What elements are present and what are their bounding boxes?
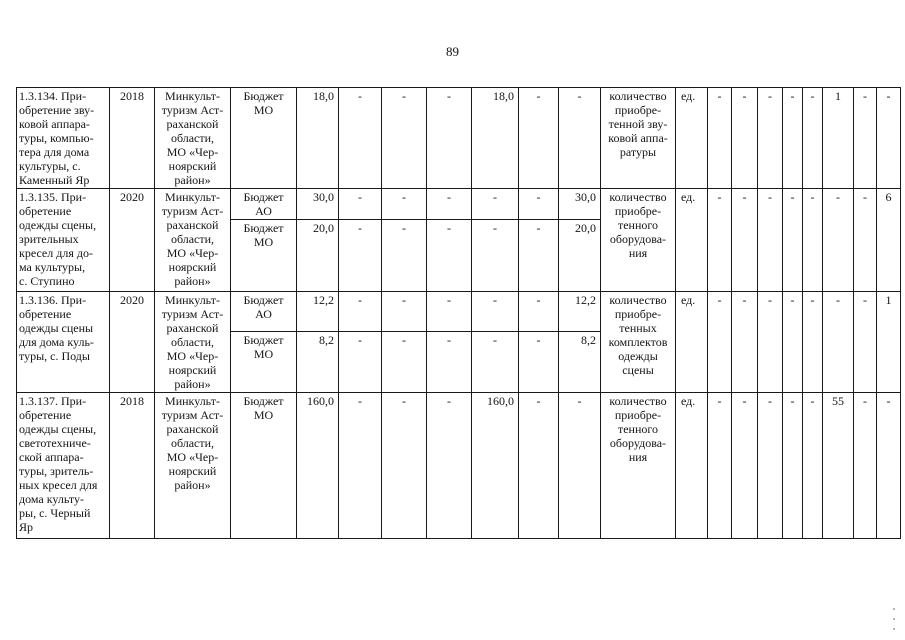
measure-name-cell: 1.3.134. При- обретение зву- ковой аппара- туры, компью- тера для дома культуры, с. Каменный Яр <box>17 88 110 189</box>
year-amount-cell: - <box>382 393 427 539</box>
target-value-cell: - <box>783 292 803 393</box>
target-value-cell: - <box>854 189 877 292</box>
target-value-cell: - <box>803 292 823 393</box>
year-amount-cell: - <box>472 189 519 220</box>
year-amount-cell: - <box>519 292 559 332</box>
scan-speck <box>893 618 895 620</box>
target-value-cell: - <box>783 88 803 189</box>
year-amount-cell: - <box>382 189 427 220</box>
scan-speck <box>893 628 895 630</box>
unit-cell: ед. <box>676 393 708 539</box>
year-amount-cell: - <box>382 220 427 292</box>
executor-cell: Минкульт- туризм Аст- раханской области, МО «Чер- ноярский район» <box>155 292 231 393</box>
table-row <box>17 189 901 220</box>
target-value-cell: 6 <box>877 189 901 292</box>
scan-speck <box>893 608 895 610</box>
year-amount-cell: - <box>339 292 382 332</box>
target-value-cell: - <box>758 88 783 189</box>
target-value-cell: - <box>708 393 732 539</box>
year-amount-cell: - <box>339 331 382 392</box>
year-amount-cell: - <box>519 88 559 189</box>
target-value-cell: - <box>823 292 854 393</box>
funding-source-cell: Бюджет АО <box>231 292 297 332</box>
total-amount-cell: 12,2 <box>297 292 339 332</box>
year-amount-cell: 8,2 <box>559 331 601 392</box>
unit-cell: ед. <box>676 189 708 292</box>
year-amount-cell: - <box>339 220 382 292</box>
executor-cell: Минкульт- туризм Аст- раханской области, МО «Чер- ноярский район» <box>155 189 231 292</box>
indicator-cell: количество приобре- тенного оборудова- ния <box>601 393 676 539</box>
year-amount-cell: - <box>427 88 472 189</box>
target-value-cell: - <box>708 88 732 189</box>
year-amount-cell: 20,0 <box>559 220 601 292</box>
year-amount-cell: - <box>519 331 559 392</box>
year-amount-cell: - <box>339 393 382 539</box>
target-value-cell: - <box>823 189 854 292</box>
year-amount-cell: - <box>427 331 472 392</box>
year-amount-cell: - <box>519 393 559 539</box>
executor-cell: Минкульт- туризм Аст- раханской области, МО «Чер- ноярский район» <box>155 393 231 539</box>
target-value-cell: - <box>732 88 758 189</box>
indicator-cell: количество приобре- тенных комплектов одежды сцены <box>601 292 676 393</box>
table-row <box>17 292 901 332</box>
total-amount-cell: 20,0 <box>297 220 339 292</box>
target-value-cell: - <box>803 88 823 189</box>
target-value-cell: - <box>783 393 803 539</box>
target-value-cell: - <box>877 88 901 189</box>
target-value-cell: - <box>732 189 758 292</box>
target-value-cell: - <box>854 88 877 189</box>
measures-table <box>16 87 901 539</box>
target-value-cell: - <box>708 189 732 292</box>
total-amount-cell: 30,0 <box>297 189 339 220</box>
total-amount-cell: 8,2 <box>297 331 339 392</box>
target-value-cell: - <box>708 292 732 393</box>
year-amount-cell: - <box>427 220 472 292</box>
indicator-cell: количество приобре- тенной зву- ковой аппа- ратуры <box>601 88 676 189</box>
target-value-cell: 55 <box>823 393 854 539</box>
year-amount-cell: - <box>339 189 382 220</box>
year-amount-cell: - <box>559 88 601 189</box>
page-number: 89 <box>446 44 459 59</box>
funding-source-cell: Бюджет МО <box>231 393 297 539</box>
funding-source-cell: Бюджет МО <box>231 88 297 189</box>
target-value-cell: - <box>803 189 823 292</box>
year-amount-cell: 30,0 <box>559 189 601 220</box>
target-value-cell: - <box>758 292 783 393</box>
target-value-cell: - <box>758 189 783 292</box>
target-value-cell: - <box>758 393 783 539</box>
unit-cell: ед. <box>676 88 708 189</box>
year-amount-cell: - <box>382 331 427 392</box>
year-cell: 2018 <box>110 88 155 189</box>
unit-cell: ед. <box>676 292 708 393</box>
target-value-cell: - <box>877 393 901 539</box>
funding-source-cell: Бюджет МО <box>231 220 297 292</box>
measure-name-cell: 1.3.135. При- обретение одежды сцены, зрительных кресел для до- ма культуры, с. Ступино <box>17 189 110 292</box>
measure-name-cell: 1.3.136. При- обретение одежды сцены для дома куль- туры, с. Поды <box>17 292 110 393</box>
year-amount-cell: - <box>559 393 601 539</box>
target-value-cell: - <box>732 292 758 393</box>
year-amount-cell: - <box>382 292 427 332</box>
year-amount-cell: - <box>519 189 559 220</box>
year-amount-cell: - <box>472 292 519 332</box>
year-amount-cell: - <box>519 220 559 292</box>
executor-cell: Минкульт- туризм Аст- раханской области, МО «Чер- ноярский район» <box>155 88 231 189</box>
year-amount-cell: - <box>427 292 472 332</box>
year-cell: 2018 <box>110 393 155 539</box>
target-value-cell: - <box>854 393 877 539</box>
year-amount-cell: - <box>472 220 519 292</box>
year-amount-cell: 160,0 <box>472 393 519 539</box>
year-amount-cell: - <box>339 88 382 189</box>
year-amount-cell: 18,0 <box>472 88 519 189</box>
target-value-cell: - <box>854 292 877 393</box>
year-amount-cell: - <box>427 189 472 220</box>
target-value-cell: - <box>783 189 803 292</box>
year-cell: 2020 <box>110 189 155 292</box>
year-amount-cell: - <box>472 331 519 392</box>
year-amount-cell: 12,2 <box>559 292 601 332</box>
measure-name-cell: 1.3.137. При- обретение одежды сцены, светотехниче- ской аппара- туры, зритель- ных кресел для дома культу- ры, с. Черный Яр <box>17 393 110 539</box>
total-amount-cell: 160,0 <box>297 393 339 539</box>
year-cell: 2020 <box>110 292 155 393</box>
year-amount-cell: - <box>427 393 472 539</box>
target-value-cell: 1 <box>823 88 854 189</box>
table-row <box>17 88 901 189</box>
funding-source-cell: Бюджет АО <box>231 189 297 220</box>
target-value-cell: - <box>803 393 823 539</box>
funding-source-cell: Бюджет МО <box>231 331 297 392</box>
target-value-cell: - <box>732 393 758 539</box>
target-value-cell: 1 <box>877 292 901 393</box>
year-amount-cell: - <box>382 88 427 189</box>
total-amount-cell: 18,0 <box>297 88 339 189</box>
indicator-cell: количество приобре- тенного оборудова- ния <box>601 189 676 292</box>
table-row <box>17 393 901 539</box>
